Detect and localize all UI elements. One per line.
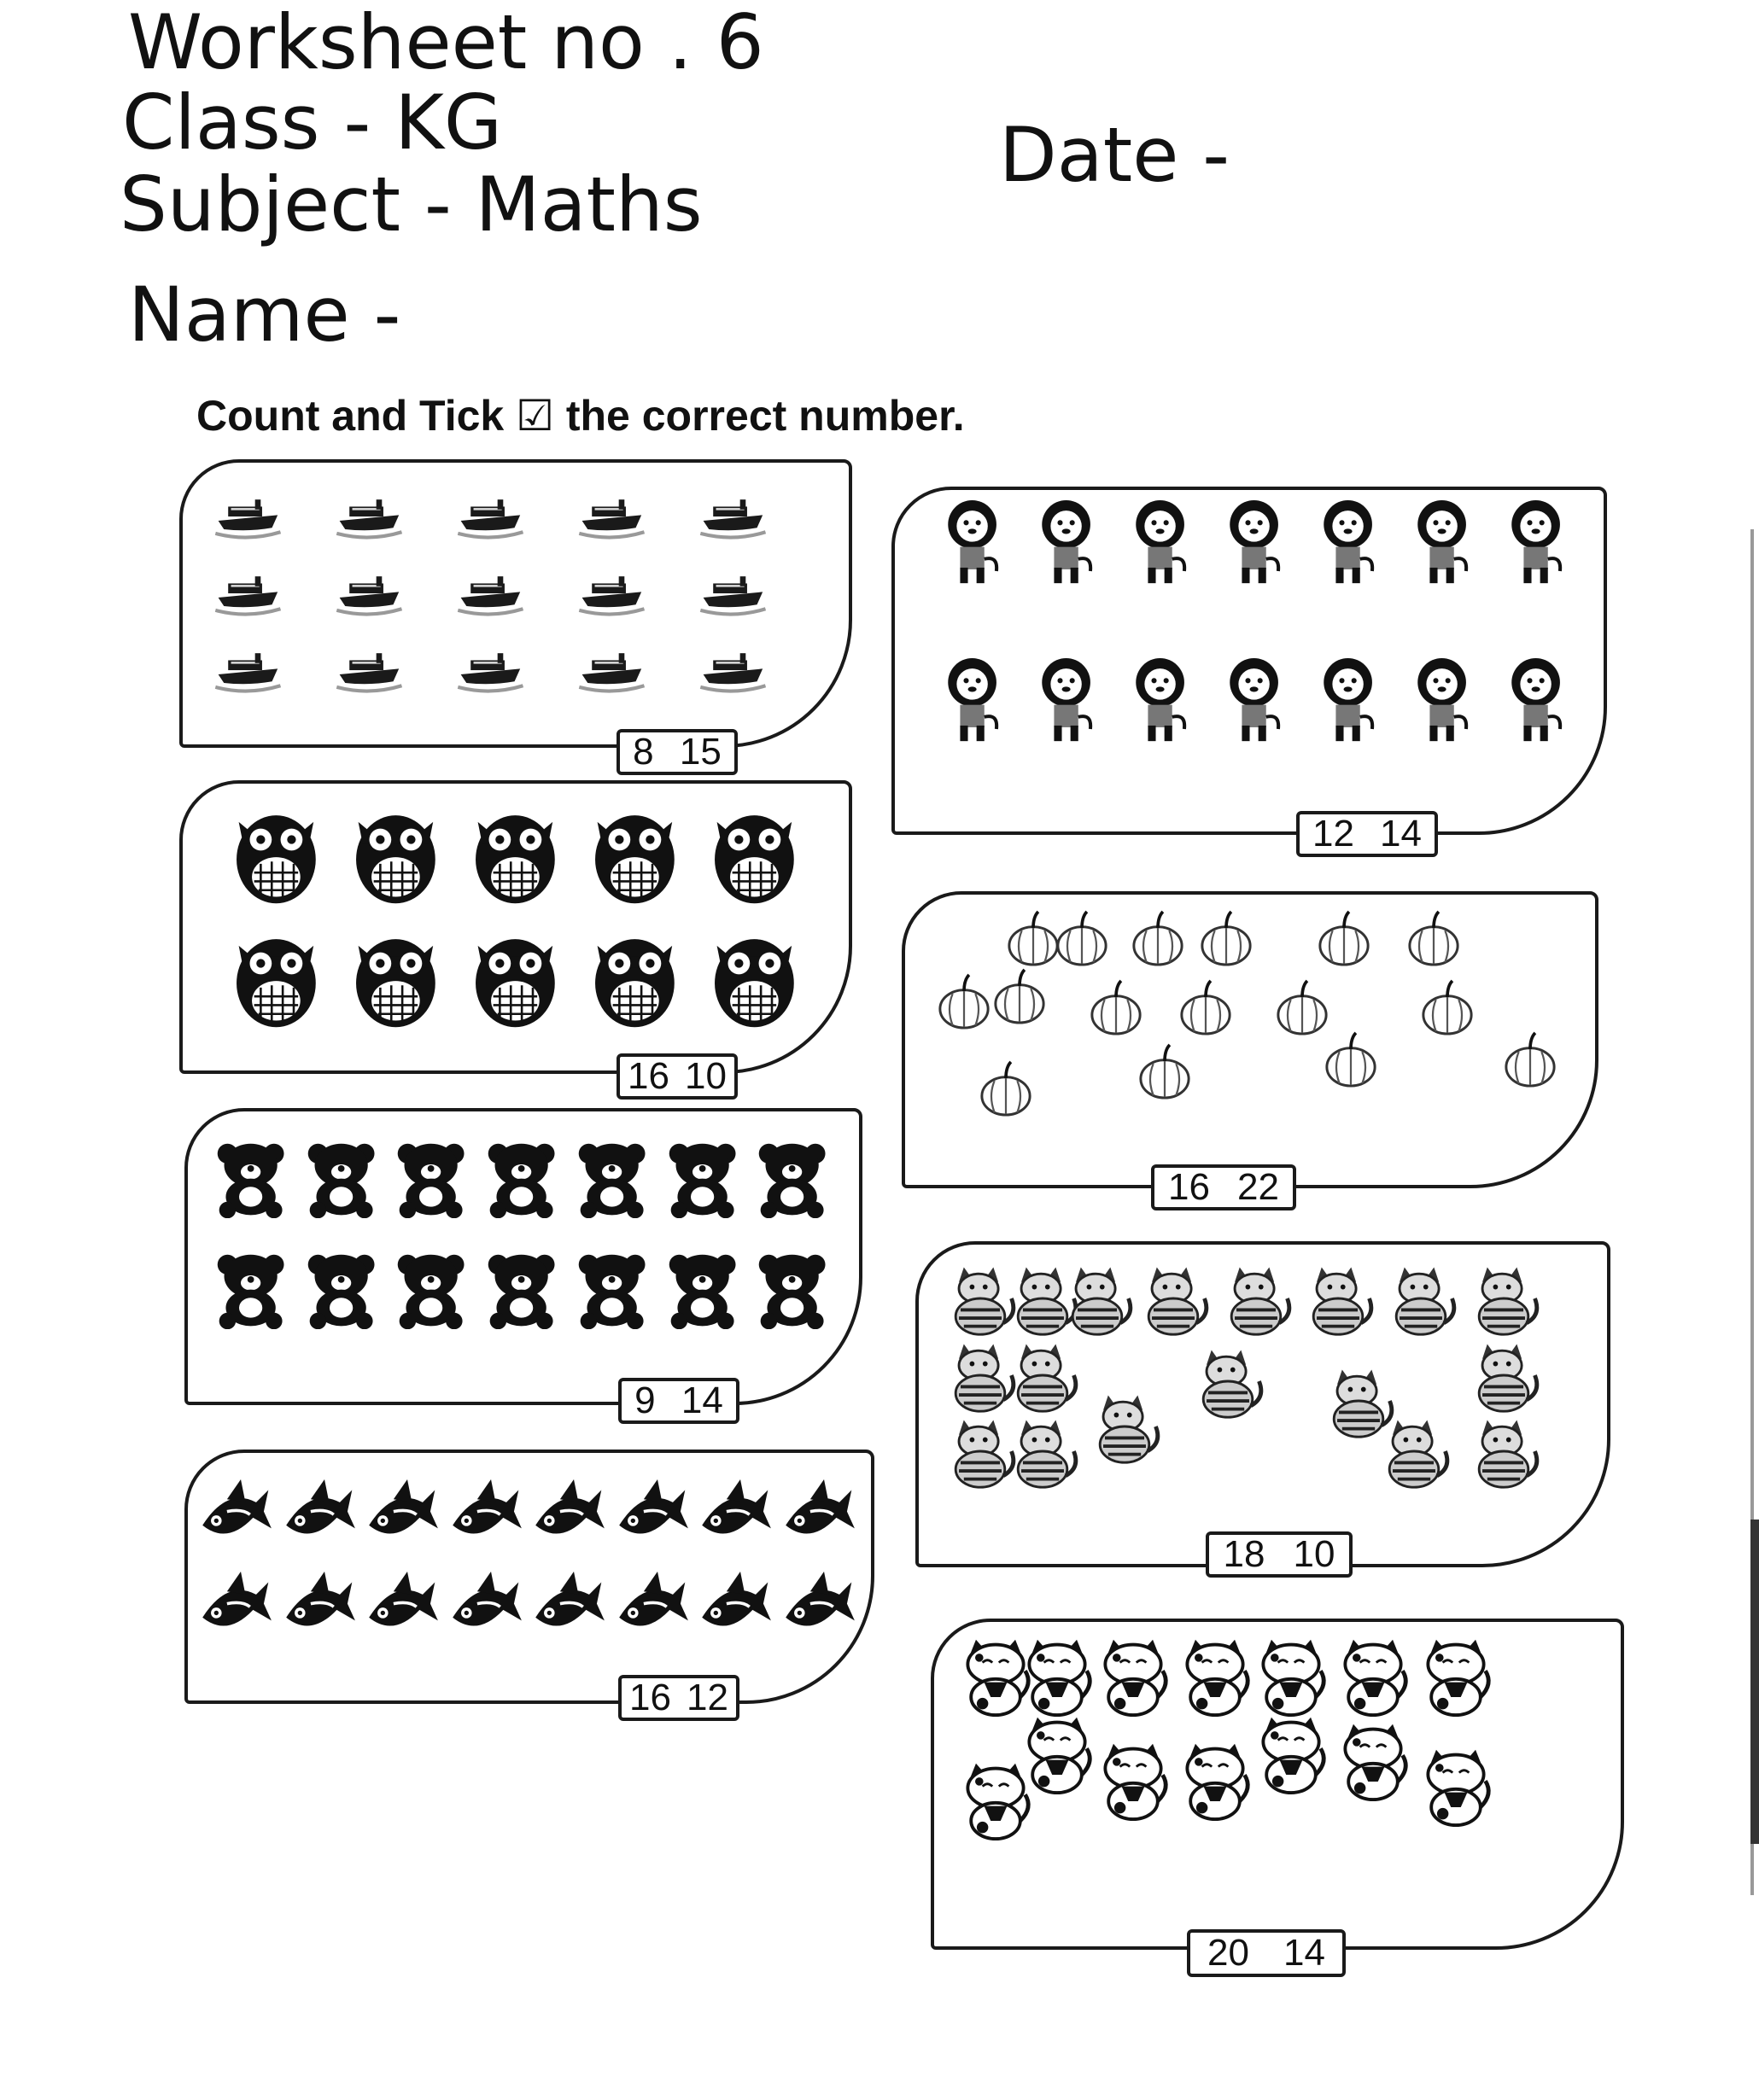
pumpkin-icon	[1499, 1028, 1562, 1091]
instruction-text-after: the correct number.	[565, 392, 965, 440]
kitten-icon	[1463, 1410, 1545, 1492]
lions-items	[929, 499, 1587, 814]
instruction-text-before: Count and Tick	[196, 392, 505, 440]
kittens-items	[919, 1245, 1607, 1564]
option-kittens-1[interactable]: 18	[1223, 1533, 1265, 1575]
panel-kittens	[915, 1241, 1610, 1567]
option-fish-2[interactable]: 12	[687, 1677, 728, 1718]
lucky-cat-icon	[1332, 1635, 1414, 1717]
lion-icon	[1493, 499, 1579, 585]
answer-box-cats[interactable]	[1187, 1929, 1346, 1977]
pumpkin-icon	[1319, 1028, 1382, 1091]
lion-icon	[1399, 656, 1485, 743]
bear-icon	[300, 1246, 383, 1329]
owl-icon	[221, 919, 331, 1030]
bear-icon	[209, 1246, 292, 1329]
option-bears-1[interactable]: 9	[634, 1380, 656, 1421]
ship-icon	[213, 633, 283, 704]
ship-icon	[455, 633, 526, 704]
ship-icon	[698, 480, 768, 551]
checkbox-tick-icon: ☑	[516, 392, 554, 440]
option-pumpkins-2[interactable]: 22	[1237, 1166, 1279, 1208]
ship-icon	[334, 480, 405, 551]
ship-icon	[455, 557, 526, 627]
kitten-icon	[1002, 1410, 1084, 1492]
lucky-cat-icon	[1415, 1635, 1497, 1717]
owl-icon	[341, 796, 451, 906]
bear-icon	[570, 1246, 653, 1329]
subject-label: Subject - Maths	[120, 160, 703, 248]
name-label: Name -	[128, 271, 401, 359]
ship-icon	[213, 557, 283, 627]
fish-icon	[363, 1472, 440, 1549]
pumpkin-icon	[1133, 1040, 1196, 1103]
ship-icon	[576, 557, 647, 627]
bear-icon	[661, 1246, 744, 1329]
lion-icon	[929, 656, 1015, 743]
kitten-icon	[1463, 1334, 1545, 1416]
pumpkin-icon	[1050, 907, 1113, 970]
lucky-cat-icon	[1332, 1719, 1414, 1801]
option-owls-1[interactable]: 16	[628, 1055, 669, 1097]
pumpkin-icon	[988, 965, 1051, 1028]
answer-box-owls[interactable]	[617, 1053, 738, 1100]
lion-icon	[1117, 656, 1203, 743]
lion-icon	[1493, 656, 1579, 743]
pumpkin-icon	[932, 970, 996, 1033]
lion-icon	[1117, 499, 1203, 585]
ship-icon	[576, 633, 647, 704]
owl-icon	[341, 919, 451, 1030]
ships-items	[213, 480, 819, 710]
lucky-cat-icon	[1250, 1712, 1332, 1794]
owl-icon	[699, 796, 809, 906]
bear-icon	[389, 1246, 472, 1329]
ship-icon	[698, 557, 768, 627]
bear-icon	[300, 1135, 383, 1218]
pumpkin-icon	[1416, 976, 1479, 1039]
lucky-cat-icon	[1016, 1635, 1098, 1717]
owls-items	[221, 796, 819, 1043]
panel-cats	[931, 1619, 1624, 1950]
fish-icon	[780, 1472, 856, 1549]
option-bears-2[interactable]: 14	[681, 1380, 723, 1421]
answer-box-fish[interactable]	[618, 1675, 739, 1721]
option-ships-2[interactable]: 15	[679, 731, 722, 773]
owl-icon	[221, 796, 331, 906]
class-label: Class - KG	[122, 79, 503, 166]
option-ships-1[interactable]: 8	[633, 731, 654, 773]
kitten-icon	[1373, 1410, 1455, 1492]
fish-icon	[613, 1564, 690, 1641]
lucky-cat-icon	[1016, 1712, 1098, 1794]
fish-items	[196, 1472, 862, 1655]
owl-icon	[460, 919, 570, 1030]
pumpkin-icon	[974, 1057, 1037, 1120]
lion-icon	[1211, 656, 1297, 743]
bear-icon	[751, 1246, 833, 1329]
answer-box-kittens[interactable]	[1206, 1531, 1353, 1578]
answer-box-pumpkins[interactable]	[1151, 1164, 1296, 1210]
kitten-icon	[1380, 1257, 1462, 1339]
fish-icon	[280, 1472, 357, 1549]
lion-icon	[1305, 656, 1391, 743]
instruction	[196, 391, 965, 440]
owl-icon	[580, 796, 690, 906]
bear-icon	[751, 1135, 833, 1218]
kitten-icon	[1463, 1257, 1545, 1339]
pumpkin-icon	[1084, 976, 1148, 1039]
ship-icon	[455, 480, 526, 551]
kitten-icon	[1132, 1257, 1214, 1339]
option-lions-2[interactable]: 14	[1380, 813, 1422, 855]
pumpkins-items	[905, 895, 1595, 1185]
owl-icon	[580, 919, 690, 1030]
bear-icon	[661, 1135, 744, 1218]
lucky-cat-icon	[1092, 1635, 1174, 1717]
lucky-cat-icon	[1174, 1635, 1256, 1717]
lion-icon	[1023, 656, 1109, 743]
option-lions-1[interactable]: 12	[1312, 813, 1354, 855]
fish-icon	[447, 1564, 523, 1641]
fish-icon	[613, 1472, 690, 1549]
kitten-icon	[1187, 1340, 1269, 1422]
lion-icon	[1305, 499, 1391, 585]
option-kittens-2[interactable]: 10	[1293, 1533, 1335, 1575]
panel-pumpkins	[902, 891, 1598, 1188]
cats-items	[934, 1622, 1621, 1946]
kitten-icon	[1215, 1257, 1297, 1339]
page-edge-shadow-lower	[1750, 1520, 1759, 1844]
worksheet-title: Worksheet no . 6	[128, 0, 764, 86]
panel-bears	[184, 1108, 862, 1405]
date-label: Date -	[999, 111, 1230, 199]
lion-icon	[1399, 499, 1485, 585]
panel-owls	[179, 780, 852, 1074]
ship-icon	[334, 633, 405, 704]
panel-fish	[184, 1450, 874, 1704]
pumpkin-icon	[1174, 976, 1237, 1039]
option-cats-1[interactable]: 20	[1207, 1932, 1249, 1974]
fish-icon	[529, 1472, 606, 1549]
ship-icon	[334, 557, 405, 627]
ship-icon	[213, 480, 283, 551]
answer-box-ships[interactable]	[617, 729, 738, 775]
owl-icon	[460, 796, 570, 906]
lion-icon	[929, 499, 1015, 585]
option-pumpkins-1[interactable]: 16	[1168, 1166, 1210, 1208]
lucky-cat-icon	[1250, 1635, 1332, 1717]
fish-icon	[196, 1472, 273, 1549]
ship-icon	[576, 480, 647, 551]
answer-box-lions[interactable]	[1296, 811, 1438, 857]
bears-items	[209, 1135, 841, 1357]
kitten-icon	[1056, 1257, 1138, 1339]
fish-icon	[196, 1564, 273, 1641]
bear-icon	[570, 1135, 653, 1218]
bear-icon	[209, 1135, 292, 1218]
lion-icon	[1211, 499, 1297, 585]
bear-icon	[480, 1135, 563, 1218]
lucky-cat-icon	[1415, 1745, 1497, 1827]
fish-icon	[696, 1564, 773, 1641]
bear-icon	[389, 1135, 472, 1218]
answer-box-bears[interactable]	[618, 1378, 739, 1424]
kitten-icon	[1002, 1334, 1084, 1416]
option-cats-2[interactable]: 14	[1283, 1932, 1325, 1974]
ship-icon	[698, 633, 768, 704]
kitten-icon	[1084, 1385, 1166, 1467]
bear-icon	[480, 1246, 563, 1329]
panel-ships	[179, 459, 852, 748]
fish-icon	[363, 1564, 440, 1641]
lucky-cat-icon	[1092, 1739, 1174, 1821]
option-owls-2[interactable]: 10	[685, 1055, 727, 1097]
fish-icon	[696, 1472, 773, 1549]
pumpkin-icon	[1195, 907, 1258, 970]
lucky-cat-icon	[1174, 1739, 1256, 1821]
pumpkin-icon	[1402, 907, 1465, 970]
option-fish-1[interactable]: 16	[629, 1677, 671, 1718]
fish-icon	[447, 1472, 523, 1549]
fish-icon	[280, 1564, 357, 1641]
pumpkin-icon	[1126, 907, 1189, 970]
kitten-icon	[1297, 1257, 1379, 1339]
fish-icon	[780, 1564, 856, 1641]
panel-lions	[891, 487, 1607, 835]
owl-icon	[699, 919, 809, 1030]
lion-icon	[1023, 499, 1109, 585]
pumpkin-icon	[1312, 907, 1376, 970]
fish-icon	[529, 1564, 606, 1641]
